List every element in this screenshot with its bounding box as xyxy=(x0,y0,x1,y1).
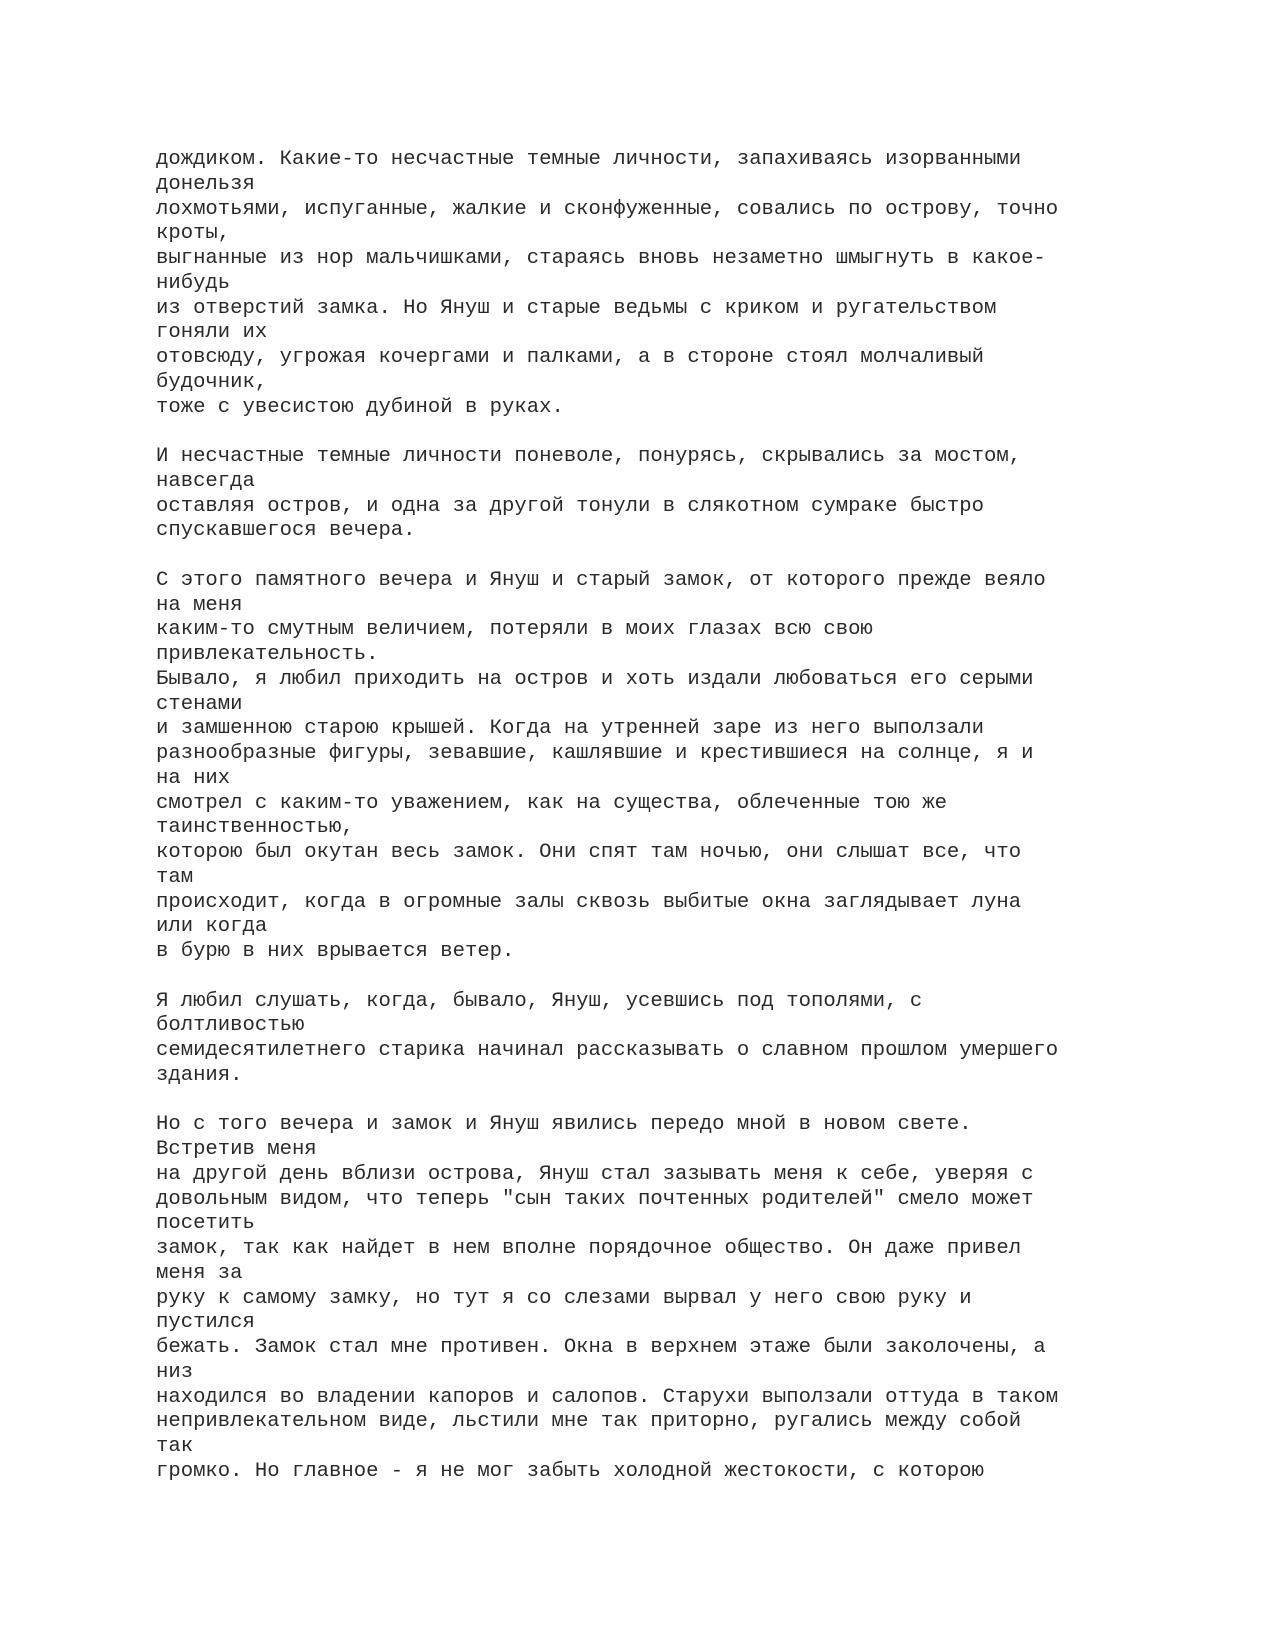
text-line: Встретив меня xyxy=(156,1138,317,1161)
text-line: кроты, xyxy=(156,222,231,246)
text-line: И несчастные темные личности поневоле, понурясь, скрывались за мостом, xyxy=(156,445,1022,468)
text-line xyxy=(156,544,1236,569)
text-line xyxy=(156,420,1236,445)
text-line: отовсюду, угрожая кочергами и палками, а в стороне стоял молчаливый xyxy=(156,346,985,369)
text-line: которою был окутан весь замок. Они спят там ночью, они слышат все, что xyxy=(156,841,1022,864)
text-line: низ xyxy=(156,1360,194,1384)
text-line: довольным видом, что теперь "сын таких почтенных родителей" смело может xyxy=(156,1187,1034,1211)
text-line: непривлекательном виде, льстили мне так приторно, ругались между собой xyxy=(156,1410,1022,1434)
text-line: бежать. Замок стал мне противен. Окна в верхнем этаже были заколочены, а xyxy=(156,1336,1046,1359)
text-line: здания. xyxy=(156,1063,243,1087)
text-line: лохмотьями, испуганные, жалкие и сконфуженные, совались по острову, точно xyxy=(156,197,1059,221)
text-line: разнообразные фигуры, зевавшие, кашлявшие и крестившиеся на солнце, я и xyxy=(156,742,1034,765)
text-line: тоже с увесистою дубиной в руках. xyxy=(156,395,564,419)
text-line xyxy=(156,1089,1236,1114)
text-line: руку к самому замку, но тут я со слезами вырвал у него свою руку и xyxy=(156,1286,972,1310)
text-line: навсегда xyxy=(156,469,255,493)
text-line: на меня xyxy=(156,593,243,617)
text-line: гоняли их xyxy=(156,321,268,345)
text-line: каким-то смутным величием, потеряли в моих глазах всю свою xyxy=(156,618,873,642)
text-line: замок, так как найдет в нем вполне порядочное общество. Он даже привел xyxy=(156,1237,1022,1260)
text-line: Бывало, я любил приходить на остров и хоть издали любоваться его серыми xyxy=(156,667,1034,691)
text-line: будочник, xyxy=(156,370,268,394)
text-line: меня за xyxy=(156,1261,243,1285)
text-line: так xyxy=(156,1435,194,1458)
text-line: из отверстий замка. Но Януш и старые ведьмы с криком и ругательством xyxy=(156,296,997,320)
text-line: выгнанные из нор мальчишками, стараясь вновь незаметно шмыгнуть в какое- xyxy=(156,247,1046,270)
text-line: громко. Но главное - я не мог забыть холодной жестокости, с которою xyxy=(156,1459,985,1483)
text-line: происходит, когда в огромные залы сквозь выбитые окна заглядывает луна xyxy=(156,890,1022,914)
text-line: таинственностью, xyxy=(156,816,354,840)
text-line: на них xyxy=(156,766,231,790)
text-line: семидесятилетнего старика начинал рассказывать о славном прошлом умершего xyxy=(156,1039,1059,1062)
text-line: пустился xyxy=(156,1311,255,1335)
text-line: в бурю в них врывается ветер. xyxy=(156,940,515,963)
text-line: Я любил слушать, когда, бывало, Януш, усевшись под тополями, с xyxy=(156,989,923,1013)
text-line: спускавшегося вечера. xyxy=(156,519,416,543)
text-line: посетить xyxy=(156,1212,255,1236)
text-line: находился во владении капоров и салопов. Старухи выползали оттуда в таком xyxy=(156,1385,1059,1409)
text-line: там xyxy=(156,865,194,889)
text-line: или когда xyxy=(156,915,268,939)
text-line: болтливостью xyxy=(156,1014,305,1038)
text-line: оставляя остров, и одна за другой тонули в слякотном сумраке быстро xyxy=(156,494,985,518)
text-line: донельзя xyxy=(156,172,255,196)
text-line: смотрел с каким-то уважением, как на существа, облеченные тою же xyxy=(156,791,947,815)
text-line: нибудь xyxy=(156,271,231,295)
text-line: Но с того вечера и замок и Януш явились передо мной в новом свете. xyxy=(156,1113,972,1137)
text-line: стенами xyxy=(156,692,243,716)
text-line: на другой день вблизи острова, Януш стал зазывать меня к себе, уверяя с xyxy=(156,1162,1034,1186)
body-text xyxy=(156,148,1236,1485)
text-line xyxy=(156,965,1236,990)
text-line: и замшенною старою крышей. Когда на утренней заре из него выползали xyxy=(156,717,985,741)
text-line: С этого памятного вечера и Януш и старый замок, от которого прежде веяло xyxy=(156,568,1046,592)
text-line: привлекательность. xyxy=(156,643,379,666)
text-line: дождиком. Какие-то несчастные темные личности, запахиваясь изорванными xyxy=(156,148,1022,171)
